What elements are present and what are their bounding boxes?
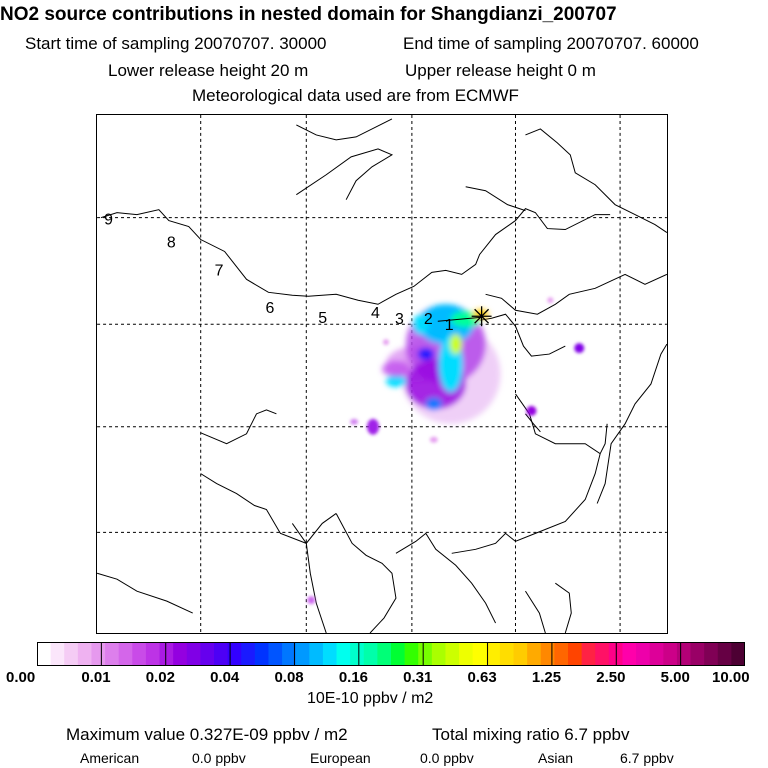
colorbar-swatch bbox=[200, 642, 214, 666]
colorbar-swatch bbox=[650, 642, 664, 666]
colorbar-swatch bbox=[268, 642, 282, 666]
track-label-7: 7 bbox=[214, 262, 224, 280]
colorbar-swatch bbox=[364, 642, 378, 666]
colorbar-swatch bbox=[350, 642, 364, 666]
colorbar-swatch bbox=[255, 642, 269, 666]
colorbar-swatch bbox=[105, 642, 119, 666]
european-label: European bbox=[310, 750, 371, 766]
colorbar-swatch bbox=[37, 642, 51, 666]
colorbar-swatch bbox=[718, 642, 732, 666]
colorbar-swatch bbox=[187, 642, 201, 666]
track-label-4: 4 bbox=[371, 305, 380, 323]
colorbar-swatch bbox=[432, 642, 446, 666]
map-title: NO2 source contributions in nested domain for Shangdianzi_200707 bbox=[0, 4, 617, 25]
colorbar-tick-label: 0.01 bbox=[81, 669, 111, 686]
track-label-9: 9 bbox=[104, 211, 113, 229]
colorbar bbox=[37, 642, 745, 666]
colorbar-swatch bbox=[486, 642, 500, 666]
graticule bbox=[97, 115, 667, 633]
european-value: 0.0 ppbv bbox=[420, 750, 474, 766]
colorbar-swatch bbox=[91, 642, 105, 666]
colorbar-swatch bbox=[51, 642, 65, 666]
start-time: Start time of sampling 20070707. 30000 bbox=[25, 34, 327, 53]
colorbar-swatch bbox=[445, 642, 459, 666]
colorbar-tick-label: 0.63 bbox=[467, 669, 497, 686]
colorbar-swatch bbox=[146, 642, 160, 666]
colorbar-tick-label: 5.00 bbox=[660, 669, 690, 686]
colorbar-swatch bbox=[405, 642, 419, 666]
end-time: End time of sampling 20070707. 60000 bbox=[403, 34, 699, 53]
colorbar-tick-label: 0.04 bbox=[210, 669, 240, 686]
colorbar-swatch bbox=[309, 642, 323, 666]
met-data-source: Meteorological data used are from ECMWF bbox=[192, 86, 519, 105]
colorbar-swatch bbox=[377, 642, 391, 666]
colorbar-swatch bbox=[554, 642, 568, 666]
colorbar-unit: 10E-10 ppbv / m2 bbox=[307, 690, 434, 707]
colorbar-tick-label: 0.00 bbox=[6, 669, 36, 686]
colorbar-swatch bbox=[677, 642, 691, 666]
colorbar-swatch bbox=[541, 642, 555, 666]
track-label-8: 8 bbox=[166, 234, 176, 252]
colorbar-swatch bbox=[337, 642, 351, 666]
colorbar-swatch bbox=[527, 642, 541, 666]
colorbar-swatch bbox=[132, 642, 146, 666]
colorbar-swatch bbox=[160, 642, 174, 666]
colorbar-swatch bbox=[418, 642, 432, 666]
colorbar-swatch bbox=[391, 642, 405, 666]
track-label-1: 1 bbox=[444, 317, 454, 335]
colorbar-swatch bbox=[582, 642, 596, 666]
track-label-6: 6 bbox=[265, 300, 275, 318]
map-panel bbox=[96, 114, 668, 634]
colorbar-swatch bbox=[500, 642, 514, 666]
colorbar-swatch bbox=[473, 642, 487, 666]
colorbar-tick-label: 0.08 bbox=[274, 669, 304, 686]
american-value: 0.0 ppbv bbox=[192, 750, 246, 766]
lower-release-height: Lower release height 20 m bbox=[108, 61, 309, 80]
track-label-3: 3 bbox=[394, 311, 404, 329]
colorbar-swatch bbox=[595, 642, 609, 666]
trajectory-labels bbox=[104, 212, 454, 335]
total-mixing-ratio: Total mixing ratio 6.7 ppbv bbox=[432, 725, 630, 744]
colorbar-swatch bbox=[568, 642, 582, 666]
track-label-5: 5 bbox=[318, 310, 328, 328]
track-label-2: 2 bbox=[423, 311, 433, 329]
colorbar-tick-label: 0.16 bbox=[338, 669, 369, 686]
colorbar-tick-label: 2.50 bbox=[596, 669, 626, 686]
colorbar-swatch bbox=[78, 642, 92, 666]
colorbar-swatch bbox=[64, 642, 78, 666]
max-value: Maximum value 0.327E-09 ppbv / m2 bbox=[66, 725, 348, 744]
colorbar-tick-label: 0.31 bbox=[403, 669, 433, 686]
colorbar-swatch bbox=[459, 642, 473, 666]
colorbar-swatch bbox=[323, 642, 337, 666]
colorbar-swatch bbox=[704, 642, 718, 666]
country-borders bbox=[97, 119, 667, 633]
upper-release-height: Upper release height 0 m bbox=[405, 61, 596, 80]
colorbar-tick-label: 1.25 bbox=[531, 669, 562, 686]
colorbar-swatch bbox=[514, 642, 528, 666]
colorbar-swatch bbox=[214, 642, 228, 666]
colorbar-tick-label: 0.02 bbox=[145, 669, 175, 686]
colorbar-tick-label: 10.00 bbox=[712, 669, 750, 686]
american-label: American bbox=[80, 750, 140, 766]
colorbar-swatch bbox=[622, 642, 636, 666]
asian-value: 6.7 ppbv bbox=[620, 750, 674, 766]
colorbar-swatch bbox=[173, 642, 187, 666]
colorbar-swatch bbox=[636, 642, 650, 666]
colorbar-swatch bbox=[691, 642, 705, 666]
colorbar-swatch bbox=[119, 642, 133, 666]
asian-label: Asian bbox=[538, 750, 574, 766]
colorbar-swatch bbox=[241, 642, 255, 666]
colorbar-swatch bbox=[296, 642, 310, 666]
colorbar-swatch bbox=[663, 642, 677, 666]
colorbar-swatch bbox=[731, 642, 745, 666]
